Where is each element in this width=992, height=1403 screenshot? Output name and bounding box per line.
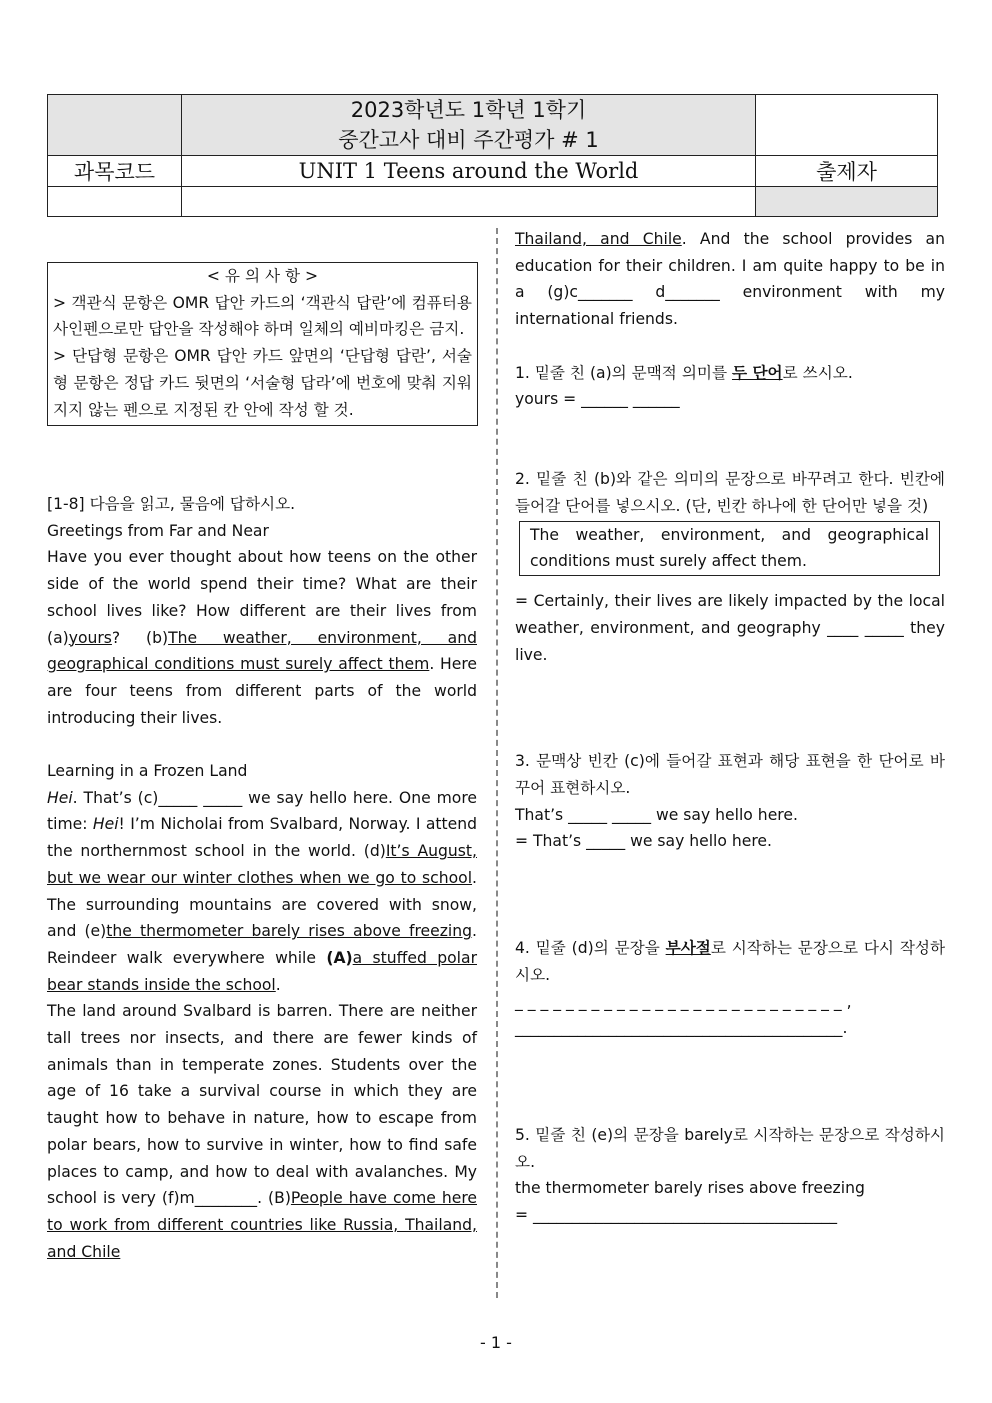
question-3: 3. 문맥상 빈칸 (c)에 들어갈 표현과 해당 표현을 한 단어로 바꾸어 표현하시오. (515, 752, 945, 797)
instruction: [1-8] 다음을 읽고, 물음에 답하시오. (47, 495, 296, 513)
header-blank-cell (756, 95, 938, 156)
underline-b: The weather, environment, and geographical conditions must surely affect them (47, 628, 477, 674)
underline-d: It’s August, but we wear our winter clothes when we go to school (47, 842, 477, 887)
question-4-answer-line1: _ _ _ _ _ _ _ _ _ _ _ _ _ _ _ _ _ _ _ _ _ _ _ _ _ _ , (515, 992, 852, 1011)
question-2-answer: = Certainly, their lives are likely impacted by the local weather, environment, and geography ____ _____ they live. (515, 592, 945, 664)
unit-value (182, 187, 756, 217)
underline-B: People have come here to work from different countries like Russia, Thailand, and Chile (47, 1189, 477, 1261)
notice-item-objective: > 객관식 문항은 OMR 답안 카드의 ‘객관식 답란’에 컴퓨터용 사인펜으로만 답안을 작성해야 하며 일체의 예비마킹은 금지. (53, 293, 472, 339)
notice-box (47, 262, 478, 426)
subject-code-value (48, 187, 182, 217)
question-5-answer-line: = _______________________________________ (515, 1206, 838, 1225)
question-3-line1: That’s _____ _____ we say hello here. (515, 805, 798, 824)
question-1-answer-line: yours = ______ ______ (515, 390, 680, 409)
passage-heading: Greetings from Far and Near (47, 521, 269, 540)
questions-column (515, 226, 945, 1229)
question-2: 2. 밑줄 친 (b)와 같은 의미의 문장으로 바꾸려고 한다. 빈칸에 들어갈 단어를 넣으시오. (단, 빈칸 하나에 한 단어만 넣을 것) (515, 470, 945, 515)
passage-paragraph-3-continued: Thailand, and Chile. And the school provides an education for their children. I am quite happy to be in a (g)c_______ d_______ environment with my international friends. (515, 230, 945, 329)
question-1: 1. 밑줄 친 (a)의 문맥적 의미를 두 단어로 쓰시오. (515, 363, 853, 382)
exam-header-table (47, 94, 938, 217)
question-4: 4. 밑줄 (d)의 문장을 부사절로 시작하는 문장으로 다시 작성하시오. (515, 939, 946, 984)
exam-title-line2: 중간고사 대비 주간평가 # 1 (338, 128, 599, 152)
passage-paragraph-1: Have you ever thought about how teens on the other side of the world spend their time? What are their school lives like? How different are their lives from (a)yours? (b)The weather, environment, and geographical conditions must surely affect them. Here are four teens from different parts of the world introducing their lives. (47, 548, 477, 727)
underline-B-continued: Thailand, and Chile (515, 230, 682, 248)
question-5-line1: the thermometer barely rises above freezing (515, 1179, 865, 1198)
question-4-answer-line2: __________________________________________. (515, 1019, 848, 1038)
passage-column (47, 491, 477, 1265)
question-3-line2: = That’s _____ we say hello here. (515, 832, 772, 851)
author-value (756, 187, 938, 217)
page-number: - 1 - (480, 1333, 512, 1352)
header-blank-cell (48, 95, 182, 156)
notice-item-short-answer: > 단답형 문항은 OMR 답안 카드 앞면의 ‘단답형 답란’, 서술형 문항은 정답 카드 뒷면의 ‘서술형 답라’에 번호에 맞춰 지워지지 않는 펜으로 지정된 칸 안에 작성 할 것. (53, 347, 472, 419)
notice-title: < 유 의 사 항 > (206, 267, 319, 285)
section-heading: Learning in a Frozen Land (47, 762, 248, 781)
exam-title-line1: 2023학년도 1학년 1학기 (350, 98, 587, 122)
subject-code-label: 과목코드 (48, 156, 182, 187)
underline-e: the thermometer barely rises above freezing (106, 922, 473, 941)
passage-paragraph-2: Hei. That’s (c)_____ _____ we say hello here. One more time: Hei! I’m Nicholai from Svalbard, Norway. I attend the northernmost school in the world. (d)It’s August, but we wear our winter clothes when we go to school. The surrounding mountains are covered with snow, and (e)the thermometer barely rises above freezing. Reindeer walk everywhere while (A)a stuffed polar bear stands inside the school. (47, 788, 477, 994)
author-label: 출제자 (756, 156, 938, 187)
unit-title: UNIT 1 Teens around the World (182, 156, 756, 187)
question-2-box: The weather, environment, and geographical conditions must surely affect them. (519, 521, 940, 576)
underline-a: yours (68, 628, 112, 647)
question-5: 5. 밑줄 친 (e)의 문장을 barely로 시작하는 문장으로 작성하시오. (515, 1126, 945, 1171)
passage-paragraph-3: The land around Svalbard is barren. There are neither tall trees nor insects, and there are fewer kinds of animals than in temperate zones. Students over the age of 16 take a survival course in which they are taught how to behave in nature, how to escape from polar bears, how to survive in winter, how to find safe places to camp, and how to deal with avalanches. My school is very (f)m________. (B)People have come here to work from different countries like Russia, Thailand, and Chile (47, 1002, 477, 1261)
exam-title (182, 95, 756, 156)
column-divider (496, 228, 498, 1298)
underline-A: a stuffed polar bear stands inside the school (47, 948, 477, 994)
